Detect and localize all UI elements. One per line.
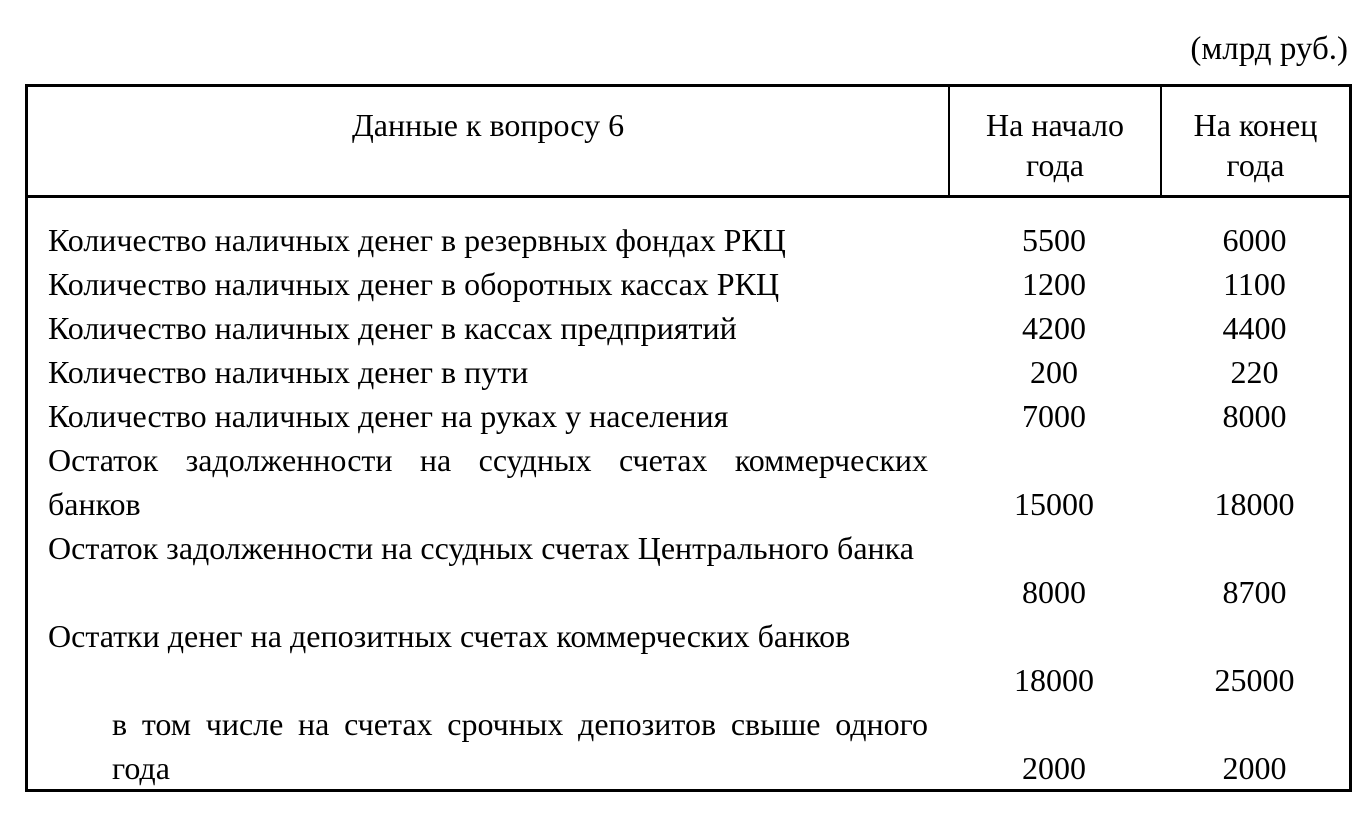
row-end-value: 8700	[1222, 574, 1287, 610]
row-label: Количество наличных денег в кассах предприятий	[48, 310, 737, 346]
header-description: Данные к вопросу 6	[351, 107, 625, 143]
units-caption: (млрд руб.)	[1190, 31, 1348, 67]
row-label: Остаток задолженности на ссудных счетах Центрального банка	[48, 530, 914, 566]
row-end-value: 6000	[1222, 222, 1287, 258]
row-end-value: 1100	[1223, 266, 1286, 302]
header-start-of-year	[948, 87, 1160, 195]
row-start-value: 15000	[1014, 486, 1094, 522]
row-start-value: 8000	[1022, 574, 1086, 610]
row-start-value: 7000	[1022, 398, 1086, 434]
row-start-value: 5500	[1022, 222, 1086, 258]
row-start-value: 200	[1030, 354, 1078, 390]
header-end-line-1: На конец	[1193, 107, 1318, 143]
header-end-of-year	[1160, 87, 1349, 195]
header-start-line-2: года	[1026, 147, 1084, 183]
table-header	[28, 87, 1349, 198]
row-start-value: 1200	[1022, 266, 1086, 302]
row-end-value: 18000	[1214, 486, 1295, 522]
row-start-value: 4200	[1022, 310, 1086, 346]
row-start-value: 2000	[1022, 750, 1086, 786]
row-label: Количество наличных денег в пути	[48, 354, 529, 390]
row-end-value: 25000	[1214, 662, 1295, 698]
row-end-value: 4400	[1222, 310, 1287, 346]
header-start-line-1: На начало	[986, 107, 1124, 143]
header-end-line-2: года	[1226, 147, 1285, 183]
row-label: Количество наличных денег в оборотных кассах РКЦ	[48, 266, 780, 302]
row-label: в том числе на счетах срочных депозитов свыше одного года	[112, 706, 928, 786]
row-label: Остатки денег на депозитных счетах коммерческих банков	[48, 618, 851, 654]
row-label: Количество наличных денег на руках у населения	[48, 398, 729, 434]
row-end-value: 8000	[1222, 398, 1287, 434]
row-label: Остаток задолженности на ссудных счетах коммерческих банков	[48, 442, 928, 522]
row-end-value: 2000	[1222, 750, 1287, 786]
data-table	[25, 84, 1352, 792]
row-end-value: 220	[1230, 354, 1279, 390]
row-label: Количество наличных денег в резервных фондах РКЦ	[48, 222, 786, 258]
row-start-value: 18000	[1014, 662, 1094, 698]
